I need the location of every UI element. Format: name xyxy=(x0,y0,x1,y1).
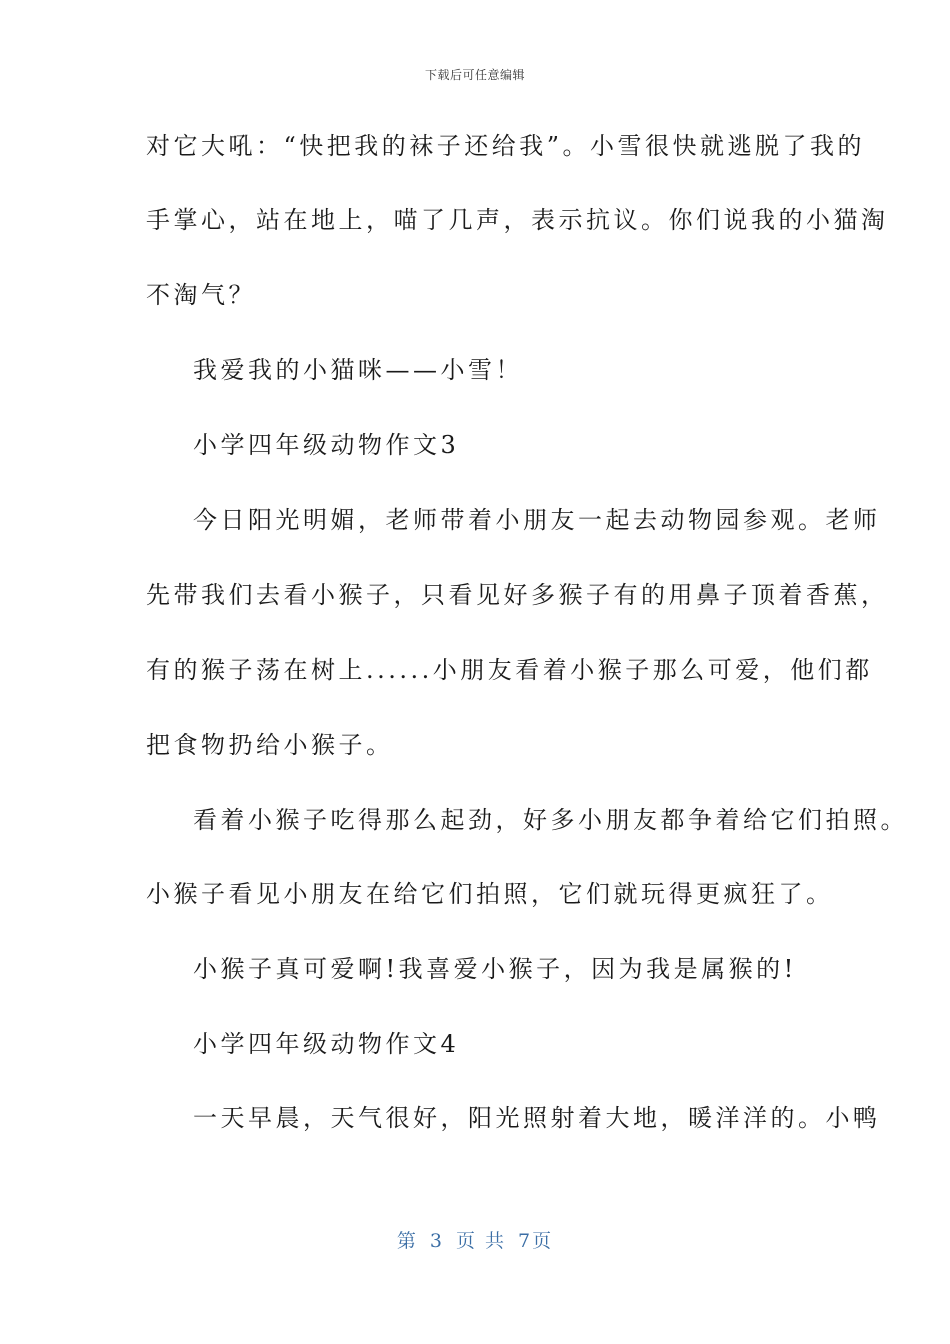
footer-prefix: 第 xyxy=(396,1230,418,1252)
page-footer xyxy=(0,1226,950,1253)
text-line: 今日阳光明媚，老师带着小朋友一起去动物园参观。老师 xyxy=(193,506,881,534)
footer-middle: 页 共 xyxy=(455,1230,507,1252)
page-header: 下载后可任意编辑 xyxy=(424,68,525,82)
text-line: 小猴子真可爱啊!我喜爱小猴子，因为我是属猴的! xyxy=(193,955,797,983)
text-line: 先带我们去看小猴子，只看见好多猴子有的用鼻子顶着香蕉， xyxy=(146,581,889,609)
text-line: 看着小猴子吃得那么起劲，好多小朋友都争着给它们拍照。 xyxy=(193,806,908,834)
section-heading: 小学四年级动物作文4 xyxy=(193,1030,460,1058)
section-heading: 小学四年级动物作文3 xyxy=(193,431,460,459)
text-line: 手掌心，站在地上，喵了几声，表示抗议。你们说我的小猫淘 xyxy=(146,206,889,234)
text-line: 一天早晨，天气很好，阳光照射着大地，暖洋洋的。小鸭 xyxy=(193,1104,881,1132)
text-line: 我爱我的小猫咪——小雪！ xyxy=(193,356,523,384)
text-line: 对它大吼：“快把我的袜子还给我”。小雪很快就逃脱了我的 xyxy=(146,132,866,160)
text-line: 把食物扔给小猴子。 xyxy=(146,731,394,759)
text-line: 不淘气？ xyxy=(146,281,256,309)
footer-total-pages: 7页 xyxy=(518,1230,554,1252)
footer-current-page: 3 xyxy=(429,1230,444,1252)
text-line: 有的猴子荡在树上......小朋友看着小猴子那么可爱，他们都 xyxy=(146,656,873,684)
text-line: 小猴子看见小朋友在给它们拍照，它们就玩得更疯狂了。 xyxy=(146,880,834,908)
